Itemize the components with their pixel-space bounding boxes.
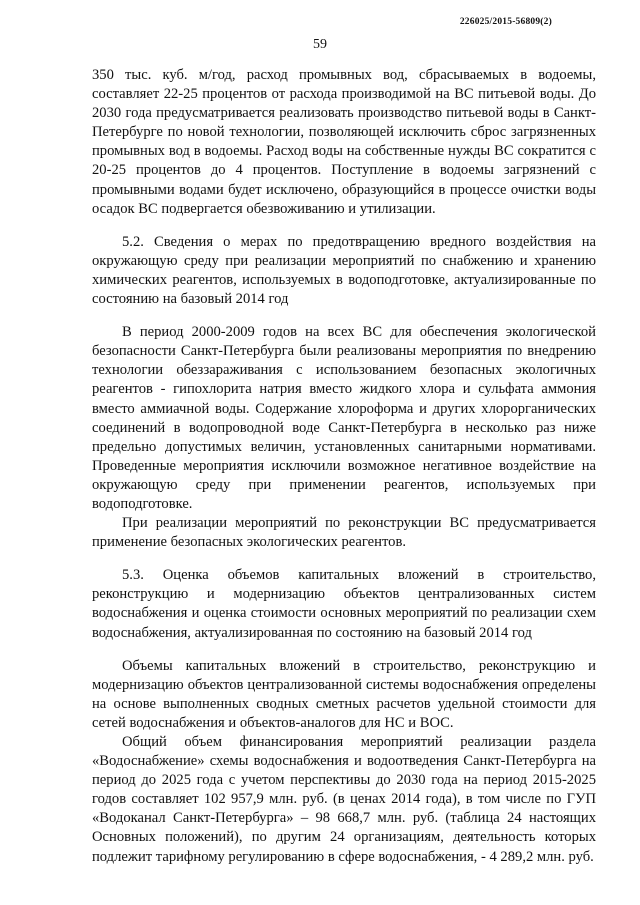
- section-heading-5-3: 5.3. Оценка объемов капитальных вложений в строительство, реконструкцию и модернизацию объектов централизованных систем водоснабжения и оценка стоимости основных мероприятий по реализации схем водоснабжения, актуализированная по состоянию на базовый 2014 год: [92, 567, 596, 641]
- paragraph-reagents: В период 2000-2009 годов на всех ВС для обеспечения экологической безопасности Санкт-Петербурга были реализованы мероприятия по внедрению технологии обеззараживания с использованием безопасных экологичных реагентов - гипохлорита натрия вместо жидкого хлора и сульфата аммония вместо аммиачной воды. Содержание хлороформа и других хлорорганических соединений в водопроводной воде Санкт-Петербурга в несколько раз ниже предельно допустимых величин, установленных санитарными нормативами. Проведенные мероприятия исключили возможное негативное воздействие на окружающую среду при применении реагентов, используемых при водоподготовке.: [92, 324, 596, 512]
- section-heading-5-2: 5.2. Сведения о мерах по предотвращению вредного воздействия на окружающую среду при реализации мероприятий по снабжению и хранению химических реагентов, используемых в водоподготовке, актуализированные по состоянию на базовый 2014 год: [92, 233, 596, 308]
- paragraph-continuation: 350 тыс. куб. м/год, расход промывных вод, сбрасываемых в водоемы, составляет 22-25 процентов от расхода производимой на ВС питьевой воды. До 2030 года предусматривается реализовать производство питьевой воды в Санкт-Петербурге по новой технологии, позволяющей исключить сброс загрязненных промывных вод в водоемы. Расход воды на собственные нужды ВС сократится с 20-25 процентов до 4 процентов. Поступление в водоемы загрязнений с промывными водами будет исключено, образующийся в процессе очистки воды осадок ВС подвергается обезвоживанию и утилизации.: [92, 67, 596, 217]
- document-id: 226025/2015-56809(2): [459, 17, 552, 27]
- page-body: [92, 66, 596, 867]
- paragraph-capital-investment: Объемы капитальных вложений в строительство, реконструкцию и модернизацию объектов централизованной системы водоснабжения определены на основе выполненных сводных сметных расчетов удельной стоимости для сетей водоснабжения и объектов-аналогов для НС и ВОС.: [92, 657, 596, 731]
- paragraph-reconstruction: При реализации мероприятий по реконструкции ВС предусматривается применение безопасных экологических реагентов.: [92, 515, 596, 551]
- page-number: 59: [313, 37, 327, 52]
- paragraph-financing: Общий объем финансирования мероприятий реализации раздела «Водоснабжение» схемы водоснабжения и водоотведения Санкт-Петербурга на период до 2025 года с учетом перспективы до 2030 года на период 2015-2025 годов составляет 102 957,9 млн. руб. (в ценах 2014 года), в том числе по ГУП «Водоканал Санкт-Петербурга» – 98 668,7 млн. руб. (таблица 24 настоящих Основных положений), по другим 24 организациям, деятельность которых подлежит тарифному регулированию в сфере водоснабжения, - 4 289,2 млн. руб.: [92, 734, 596, 865]
